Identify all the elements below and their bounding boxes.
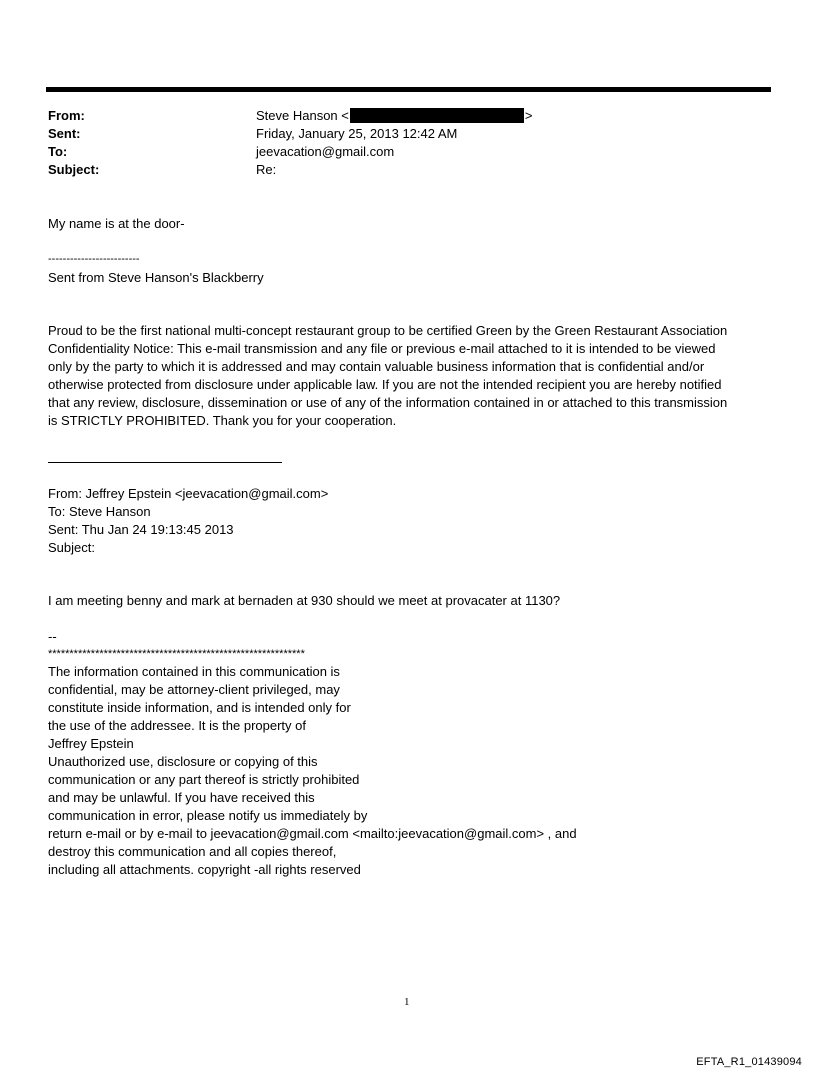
from-value (256, 107, 532, 125)
notice-line: otherwise protected from disclosure under applicable law. If you are not the intended recipient you are hereby notified (48, 377, 722, 392)
disclaimer-line: Jeffrey Epstein (48, 736, 134, 751)
notice-line: only by the party to which it is addressed and may contain valuable business information that is confidential and/or (48, 359, 705, 374)
disclaimer-line: return e-mail or by e-mail to jeevacation@gmail.com <mailto:jeevacation@gmail.com> , and (48, 826, 577, 841)
disclaimer-line: communication or any part thereof is strictly prohibited (48, 772, 360, 787)
from-close: > (524, 108, 533, 123)
disclaimer-line: The information contained in this communication is (48, 664, 340, 679)
quote-separator (48, 462, 282, 463)
disclaimer-line: constitute inside information, and is intended only for (48, 700, 351, 715)
quoted-subject: Subject: (48, 540, 95, 555)
body-line: My name is at the door- (48, 216, 185, 231)
sent-label: Sent: (48, 126, 81, 141)
signature-dash: -- (48, 629, 57, 644)
notice-line: is STRICTLY PROHIBITED. Thank you for your cooperation. (48, 413, 397, 428)
confidentiality-notice (48, 322, 768, 430)
to-value: jeevacation@gmail.com (256, 144, 395, 159)
notice-line: Confidentiality Notice: This e-mail transmission and any file or previous e-mail attached to it is intended to be viewed (48, 341, 716, 356)
subject-label: Subject: (48, 162, 100, 177)
quoted-to: To: Steve Hanson (48, 504, 151, 519)
body-dashes: ------------------------- (48, 253, 140, 265)
notice-line: Proud to be the first national multi-concept restaurant group to be certified Green by the Green Restaurant Association (48, 323, 728, 338)
to-label: To: (48, 144, 68, 159)
sent-value: Friday, January 25, 2013 12:42 AM (256, 126, 458, 141)
subject-value: Re: (256, 162, 277, 177)
disclaimer-line: including all attachments. copyright -all rights reserved (48, 862, 361, 877)
redaction-box (350, 108, 524, 123)
disclaimer-line: and may be unlawful. If you have received this (48, 790, 315, 805)
quoted-message: I am meeting benny and mark at bernaden at 930 should we meet at provacater at 1130? (48, 593, 561, 608)
quoted-sent: Sent: Thu Jan 24 19:13:45 2013 (48, 522, 234, 537)
notice-line: that any review, disclosure, dissemination or use of any of the information contained in or attached to this transmission (48, 395, 728, 410)
header-rule (46, 87, 771, 92)
page-number: 1 (404, 996, 410, 1008)
disclaimer-line: confidential, may be attorney-client privileged, may (48, 682, 340, 697)
disclaimer-line: Unauthorized use, disclosure or copying of this (48, 754, 318, 769)
document-id: EFTA_R1_01439094 (696, 1056, 802, 1068)
disclaimer-line: the use of the addressee. It is the property of (48, 718, 306, 733)
disclaimer-line: destroy this communication and all copies thereof, (48, 844, 337, 859)
signature-stars: ************************************************************ (48, 648, 305, 660)
from-label: From: (48, 108, 85, 123)
disclaimer-line: communication in error, please notify us immediately by (48, 808, 368, 823)
from-name: Steve Hanson < (256, 108, 349, 123)
quoted-from: From: Jeffrey Epstein <jeevacation@gmail.com> (48, 486, 329, 501)
disclaimer (48, 663, 768, 879)
sent-from-line: Sent from Steve Hanson's Blackberry (48, 270, 264, 285)
